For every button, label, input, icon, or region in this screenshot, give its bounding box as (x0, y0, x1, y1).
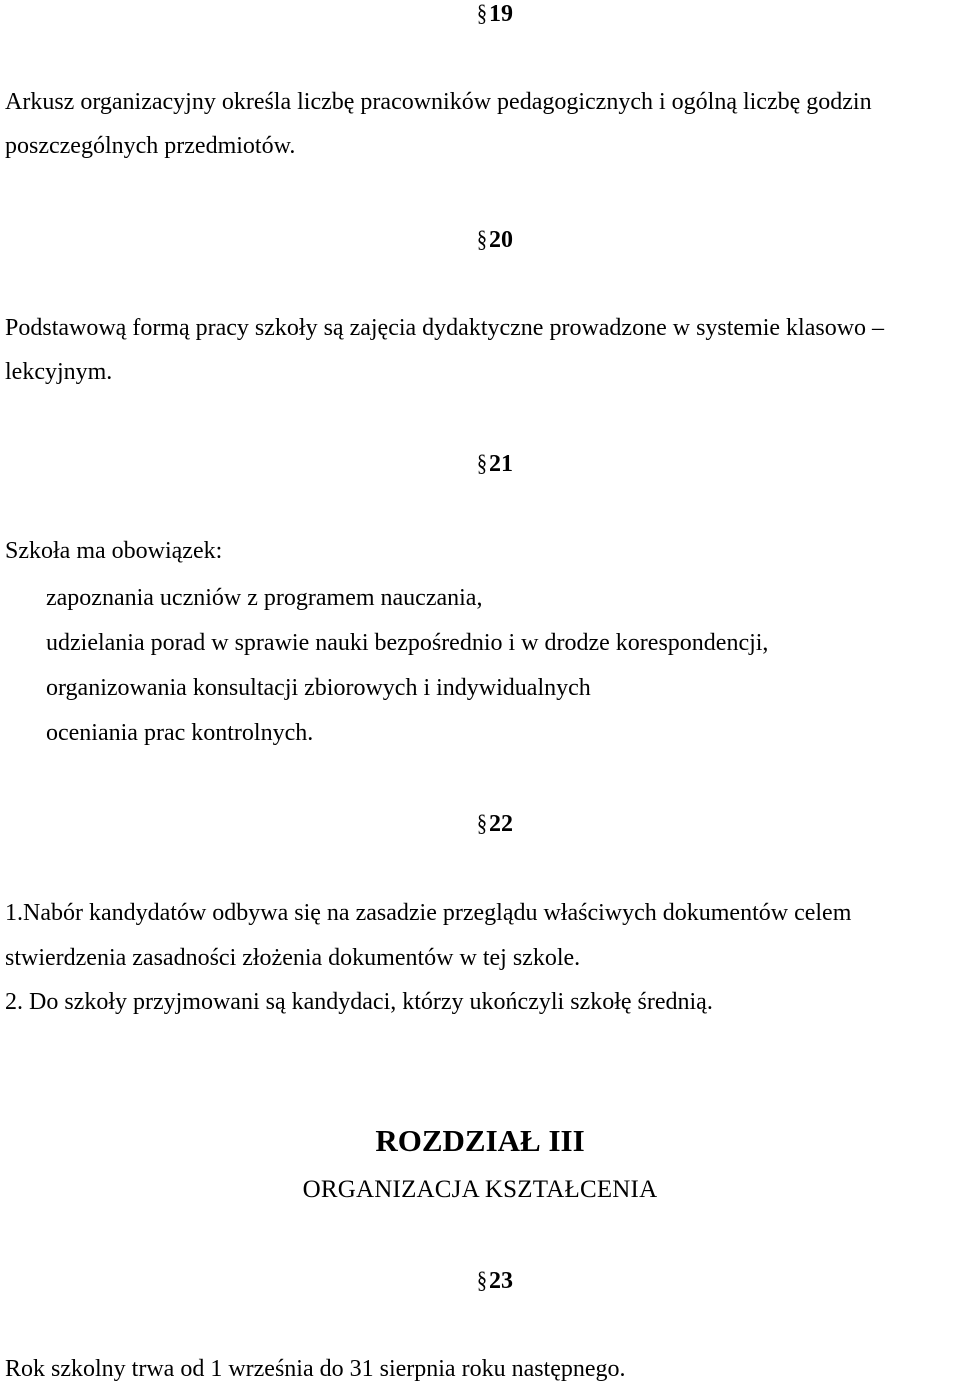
paragraph-sign: § (476, 1, 488, 27)
p23-text-line-1: Rok szkolny trwa od 1 września do 31 sierpnia roku następnego. (5, 1356, 626, 1382)
p21-intro: Szkoła ma obowiązek: (5, 538, 223, 564)
p21-list-item: organizowania konsultacji zbiorowych i indywidualnych (46, 675, 591, 701)
paragraph-heading-22 (476, 810, 513, 838)
paragraph-heading-19 (476, 0, 513, 28)
paragraph-number: 19 (489, 1, 513, 27)
p21-list-item: oceniania prac kontrolnych. (46, 720, 314, 746)
p21-list-item: zapoznania uczniów z programem nauczania, (46, 585, 483, 611)
paragraph-number: 21 (489, 451, 513, 477)
paragraph-heading-20 (476, 226, 513, 254)
paragraph-number: 23 (489, 1268, 513, 1294)
p22-text-line-2: stwierdzenia zasadności złożenia dokumentów w tej szkole. (5, 945, 581, 971)
paragraph-sign: § (476, 811, 488, 837)
paragraph-heading-23 (476, 1267, 513, 1295)
p20-text-line-1: Podstawową formą pracy szkoły są zajęcia dydaktyczne prowadzone w systemie klasowo – (5, 315, 885, 341)
chapter-subtitle: ORGANIZACJA KSZTAŁCENIA (302, 1176, 658, 1203)
p22-text-line-1: 1.Nabór kandydatów odbywa się na zasadzie przeglądu właściwych dokumentów celem (5, 900, 852, 926)
paragraph-number: 20 (489, 227, 513, 253)
p20-text-line-2: lekcyjnym. (5, 359, 113, 385)
paragraph-sign: § (476, 227, 488, 253)
paragraph-sign: § (476, 1268, 488, 1294)
paragraph-number: 22 (489, 811, 513, 837)
p19-text-line-2: poszczególnych przedmiotów. (5, 133, 296, 159)
chapter-title: ROZDZIAŁ III (375, 1123, 585, 1158)
paragraph-sign: § (476, 451, 488, 477)
p22-text-line-3: 2. Do szkoły przyjmowani są kandydaci, którzy ukończyli szkołę średnią. (5, 989, 713, 1015)
p19-text-line-1: Arkusz organizacyjny określa liczbę pracowników pedagogicznych i ogólną liczbę godzin (5, 89, 872, 115)
paragraph-heading-21 (476, 450, 513, 478)
p21-list-item: udzielania porad w sprawie nauki bezpośrednio i w drodze korespondencji, (46, 630, 769, 656)
